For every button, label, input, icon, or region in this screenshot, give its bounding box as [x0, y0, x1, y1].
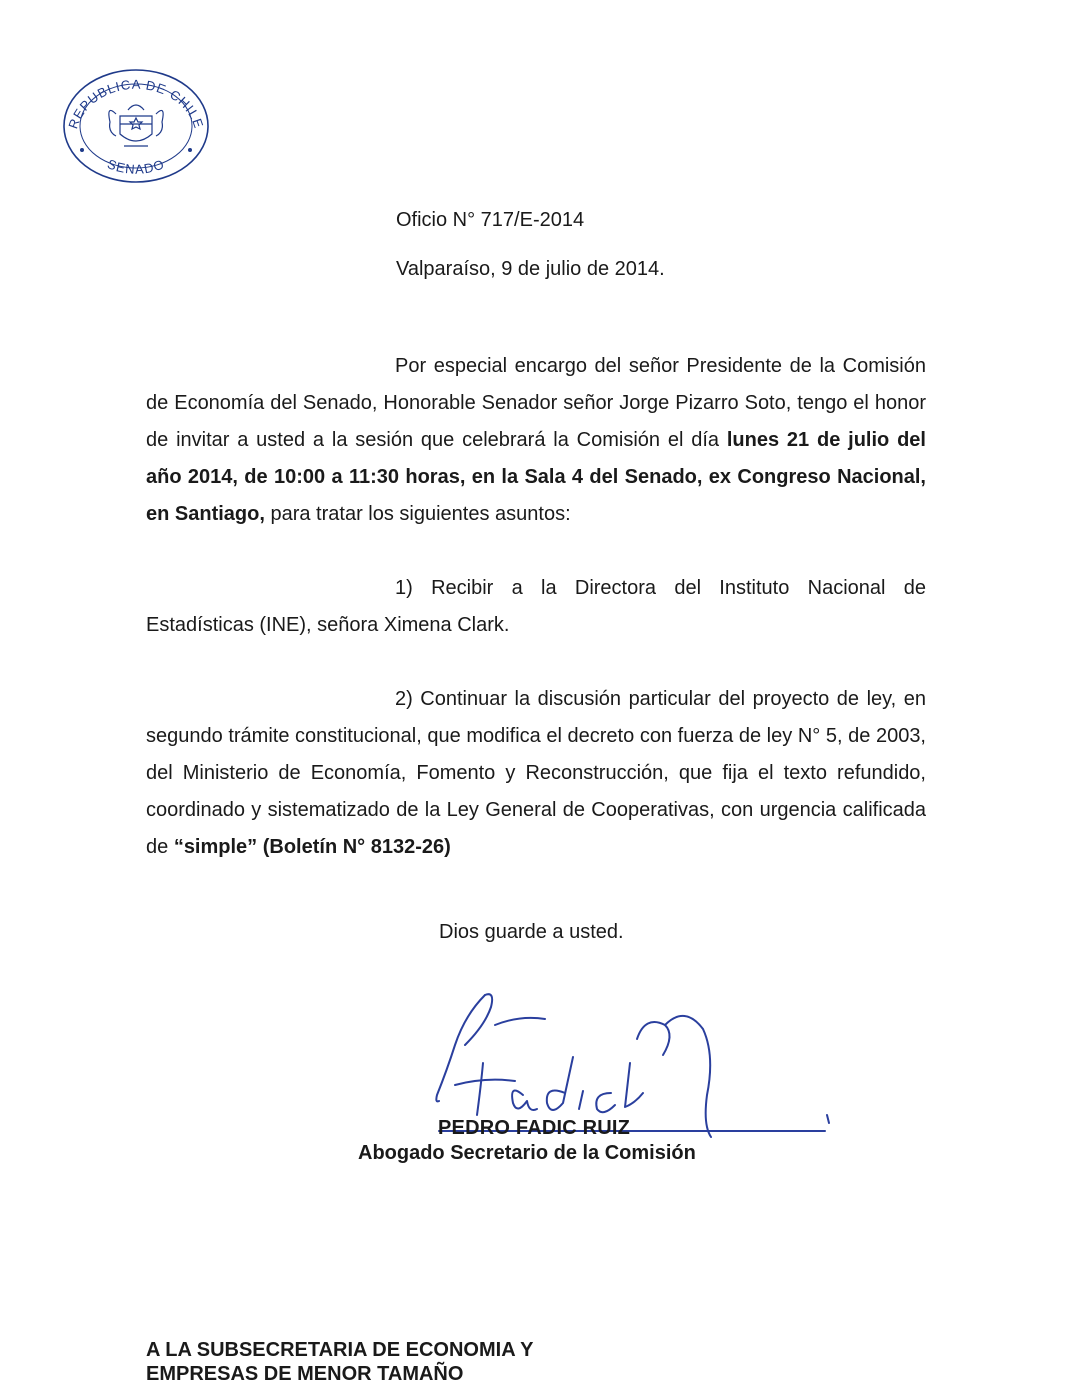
signer-title: Abogado Secretario de la Comisión [358, 1142, 696, 1164]
agenda-item-2-text: 2) Continuar la discusión particular del proyecto de ley, en segundo trámite constitucional, que modifica el decreto con fuerza de ley N° 5, de 2003, del Ministerio de Economía, Fomento y Reconstrucción, que fija el texto refundido, coordinado y sistematizado de la Ley General de Cooperativas, con urgencia calificada de [146, 688, 926, 858]
agenda-item-2-bulletin: “simple” (Boletín N° 8132-26) [173, 836, 451, 858]
addressee-line-2: EMPRESAS DE MENOR TAMAÑO [146, 1363, 464, 1385]
seal-top-text: REPUBLICA DE CHILE [65, 76, 207, 131]
oficio-number: Oficio N° 717/E-2014 [396, 209, 585, 231]
agenda-item-2 [146, 681, 926, 866]
invitation-paragraph [146, 348, 926, 533]
svg-text:SENADO [105, 156, 166, 177]
document-date: Valparaíso, 9 de julio de 2014. [396, 258, 665, 280]
closing-line: Dios guarde a usted. [439, 921, 624, 943]
invitation-end: para tratar los siguientes asuntos: [270, 503, 571, 525]
signer-name: PEDRO FADIC RUIZ [438, 1117, 631, 1139]
addressee [146, 1338, 533, 1386]
agenda-item-1: 1) Recibir a la Directora del Instituto Nacional de Estadísticas (INE), señora Ximena Clark. [146, 577, 926, 636]
addressee-line-1: A LA SUBSECRETARIA DE ECONOMIA Y [146, 1339, 534, 1361]
senate-seal [56, 66, 216, 191]
seal-bottom-text: SENADO [105, 156, 167, 177]
session-details: lunes 21 de julio del año 2014, de 10:00 a 11:30 horas, en la Sala 4 del Senado, ex Congreso Nacional, en Santiago, [146, 429, 926, 525]
invitation-intro: Por especial encargo del señor Presidente de la Comisión de Economía del Senado, Honorable Senador señor Jorge Pizarro Soto, tengo el honor de invitar a usted a la sesión que celebrará la Comisión el día [146, 355, 926, 451]
